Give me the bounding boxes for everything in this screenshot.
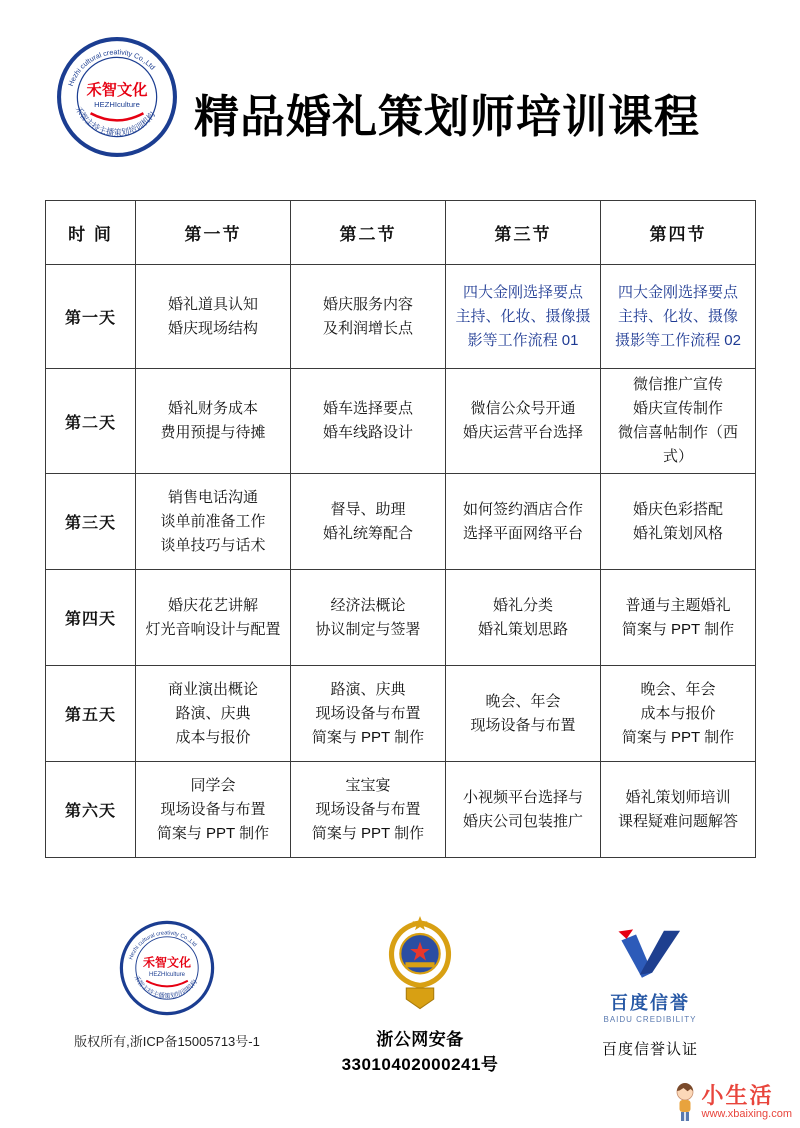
course-cell-line: 影等工作流程 01 — [467, 331, 579, 349]
course-cell-line: 如何签约酒店合作 — [462, 500, 583, 518]
course-cell-line: 微信推广宣传 — [632, 376, 723, 393]
security-record-text: 浙公网安备 33010402000241号 — [341, 1030, 499, 1074]
course-cell — [136, 570, 291, 666]
course-cell — [291, 666, 446, 762]
course-cell — [601, 570, 756, 666]
company-logo-icon — [56, 36, 178, 158]
table-row — [46, 762, 756, 858]
course-cell — [446, 570, 601, 666]
course-cell — [291, 369, 446, 474]
course-cell-line: 课程疑难问题解答 — [617, 812, 738, 830]
course-cell-line: 简案与 PPT 制作 — [311, 728, 425, 746]
course-cell-line: 谈单技巧与话术 — [160, 536, 266, 554]
course-cell-line: 成本与报价 — [175, 728, 251, 746]
course-cell — [601, 265, 756, 369]
course-cell-line: 小视频平台选择与 — [462, 788, 583, 806]
course-cell-line: 路演、庆典 — [330, 680, 406, 698]
course-cell-line: 婚庆宣传制作 — [632, 400, 723, 417]
course-cell — [601, 762, 756, 858]
course-cell-line: 督导、助理 — [330, 500, 406, 518]
course-cell-line: 晚会、年会 — [640, 680, 716, 698]
day-label: 第四天 — [46, 570, 136, 666]
column-header: 第二节 — [291, 201, 446, 265]
course-cell-line: 选择平面网络平台 — [462, 524, 583, 542]
course-cell-line: 四大金刚选择要点 — [617, 283, 738, 301]
course-cell-line: 微信公众号开通 — [470, 400, 576, 417]
course-table-head-row — [46, 201, 756, 265]
course-cell — [446, 369, 601, 474]
table-row — [46, 666, 756, 762]
course-cell — [291, 474, 446, 570]
course-cell — [601, 369, 756, 474]
course-cell-line: 简案与 PPT 制作 — [621, 620, 735, 638]
course-cell — [601, 474, 756, 570]
logo-name-en: HEZHIculture — [94, 100, 140, 110]
course-cell — [446, 474, 601, 570]
course-cell — [446, 762, 601, 858]
course-cell-line: 婚礼策划思路 — [477, 620, 568, 638]
course-cell-line: 婚庆运营平台选择 — [462, 424, 583, 441]
course-cell-line: 协议制定与签署 — [315, 620, 421, 638]
logo-name-cn: 禾智文化 — [86, 81, 148, 99]
course-cell-line: 商业演出概论 — [167, 680, 258, 698]
footer-copyright-block — [58, 920, 276, 1050]
course-cell — [446, 666, 601, 762]
course-cell-line: 晚会、年会 — [485, 692, 561, 710]
table-row — [46, 369, 756, 474]
logo-name-en: HEZHIculture — [148, 972, 186, 978]
baidu-brand-en: BAIDU CREDIBILITY — [603, 1015, 697, 1024]
course-cell-line: 婚庆花艺讲解 — [167, 596, 258, 614]
course-cell-line: 四大金刚选择要点 — [462, 283, 583, 301]
course-cell-line: 婚庆服务内容 — [322, 295, 413, 313]
baidu-cert-text: 百度信誉认证 — [601, 1041, 698, 1058]
day-label: 第五天 — [46, 666, 136, 762]
logo-name-cn: 禾智文化 — [142, 955, 192, 970]
baidu-brand-cn: 百度信誉 — [610, 993, 690, 1013]
column-header: 第三节 — [446, 201, 601, 265]
course-cell — [291, 762, 446, 858]
course-cell-line: 现场设备与布置 — [315, 800, 421, 818]
footer-security-block — [305, 916, 535, 1075]
course-cell-line: 同学会 — [190, 776, 236, 794]
course-cell-line: 主持、化妆、摄像摄 — [455, 307, 591, 325]
course-cell-line: 简案与 PPT 制作 — [311, 824, 425, 842]
site-watermark — [672, 1082, 792, 1122]
mascot-icon — [672, 1082, 698, 1122]
course-cell-line: 宝宝宴 — [345, 776, 391, 794]
logo-ring-top-text: Hezhi cultural creativity Co.,Ltd — [128, 930, 198, 961]
course-cell-line: 婚礼统筹配合 — [322, 524, 413, 542]
course-table — [45, 200, 756, 858]
course-cell-line: 简案与 PPT 制作 — [621, 728, 735, 746]
site-name: 小生活 — [701, 1083, 774, 1109]
column-header: 第四节 — [601, 201, 756, 265]
course-cell — [601, 666, 756, 762]
column-header: 时 间 — [46, 201, 136, 265]
course-cell — [136, 666, 291, 762]
logo-ring-bottom-text: 禾智主持主播策划培训机构 — [132, 974, 199, 1001]
table-row — [46, 265, 756, 369]
course-cell-line: 婚庆公司包装推广 — [462, 812, 583, 830]
course-cell-line: 及利润增长点 — [322, 319, 413, 337]
course-cell-line: 微信喜帖制作（西式） — [617, 424, 738, 465]
course-cell-line: 婚庆色彩搭配 — [632, 500, 723, 518]
company-logo-footer-icon — [119, 920, 215, 1016]
course-cell-line: 婚礼道具认知 — [167, 295, 258, 313]
baidu-credibility-icon — [617, 928, 683, 982]
course-cell-line: 婚礼策划师培训 — [625, 788, 731, 806]
course-cell — [291, 570, 446, 666]
course-cell-line: 主持、化妆、摄像 — [617, 307, 738, 325]
logo-ring-bottom-text: 禾智主持主播策划培训机构 — [73, 105, 158, 138]
course-cell-line: 婚庆现场结构 — [167, 319, 258, 337]
watermark-texts — [702, 1084, 792, 1119]
course-cell-line: 谈单前准备工作 — [160, 512, 266, 530]
course-cell-line: 婚车选择要点 — [322, 400, 413, 417]
table-row — [46, 474, 756, 570]
column-header: 第一节 — [136, 201, 291, 265]
course-cell — [446, 265, 601, 369]
course-cell-line: 简案与 PPT 制作 — [156, 824, 270, 842]
course-cell-line: 普通与主题婚礼 — [625, 596, 731, 614]
day-label: 第六天 — [46, 762, 136, 858]
course-table-body — [46, 265, 756, 858]
course-cell-line: 现场设备与布置 — [160, 800, 266, 818]
course-cell-line: 经济法概论 — [330, 596, 406, 614]
course-cell-line: 婚礼分类 — [492, 596, 553, 614]
course-cell-line: 婚礼财务成本 — [167, 400, 258, 417]
day-label: 第一天 — [46, 265, 136, 369]
course-cell — [136, 265, 291, 369]
course-cell — [291, 265, 446, 369]
page-title: 精品婚礼策划师培训课程 — [193, 91, 700, 142]
site-url: www.xbaixing.com — [701, 1107, 792, 1120]
course-cell-line: 路演、庆典 — [175, 704, 251, 722]
logo-ring-top-text: Hezhi cultural creativity Co.,Ltd — [66, 48, 157, 88]
course-cell-line: 成本与报价 — [640, 704, 716, 722]
course-cell-line: 婚礼策划风格 — [632, 524, 723, 542]
course-cell — [136, 369, 291, 474]
footer-baidu-block — [562, 928, 738, 1059]
day-label: 第三天 — [46, 474, 136, 570]
course-cell-line: 灯光音响设计与配置 — [145, 620, 281, 638]
day-label: 第二天 — [46, 369, 136, 474]
course-cell — [136, 474, 291, 570]
table-row — [46, 570, 756, 666]
police-badge-icon — [377, 916, 463, 1012]
company-logo — [56, 36, 178, 158]
icp-text: 版权所有,浙ICP备15005713号-1 — [74, 1034, 260, 1049]
course-cell-line: 摄影等工作流程 02 — [615, 331, 741, 349]
course-cell-line: 销售电话沟通 — [167, 488, 258, 506]
course-cell — [136, 762, 291, 858]
course-cell-line: 婚车线路设计 — [322, 424, 413, 441]
course-cell-line: 费用预提与待摊 — [160, 424, 266, 441]
course-cell-line: 现场设备与布置 — [315, 704, 421, 722]
course-cell-line: 现场设备与布置 — [470, 716, 576, 734]
